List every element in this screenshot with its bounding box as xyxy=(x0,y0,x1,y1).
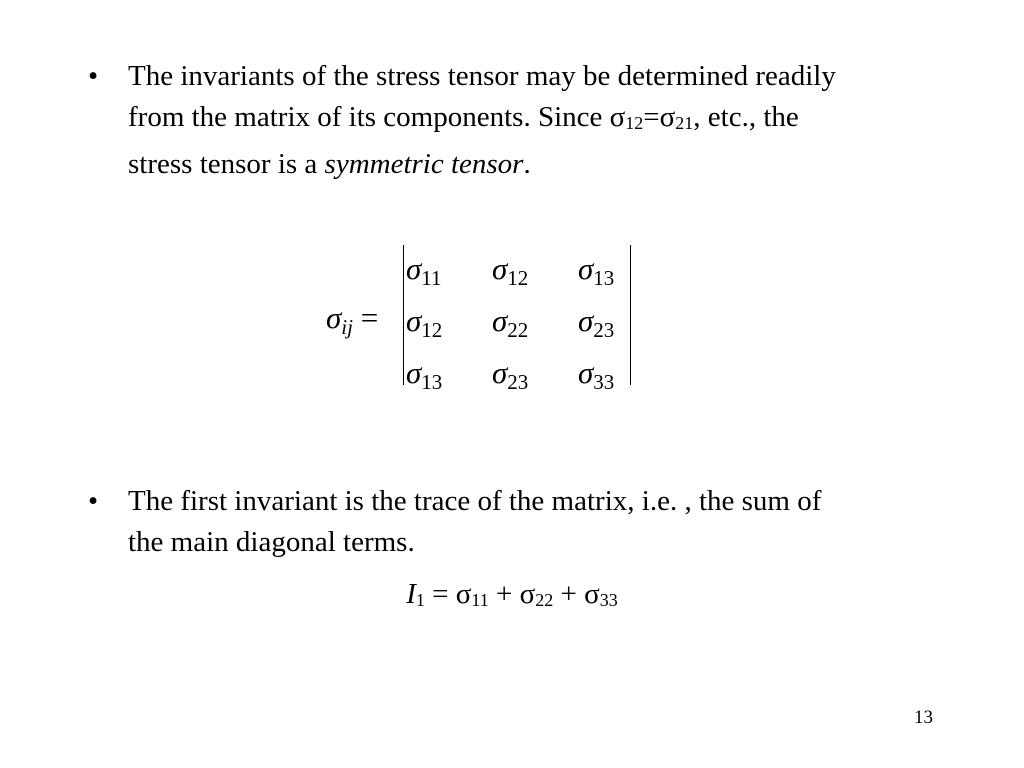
sigma-symbol: σ xyxy=(406,251,422,286)
bullet-text xyxy=(128,56,988,185)
matrix-cell xyxy=(492,355,528,395)
text-run: , etc., the xyxy=(693,101,799,133)
sigma-symbol: σ xyxy=(578,355,594,390)
invariant-symbol: I xyxy=(406,578,416,610)
text-run: stress tensor is a xyxy=(128,148,325,180)
bullet-first-invariant xyxy=(88,481,988,563)
subscript: 33 xyxy=(593,370,615,394)
bullet-marker: • xyxy=(88,60,99,92)
matrix-cell xyxy=(578,303,614,343)
sigma-symbol: σ xyxy=(406,303,422,338)
subscript: 23 xyxy=(507,370,529,394)
sigma-symbol: σ xyxy=(455,578,472,610)
sigma-symbol: σ xyxy=(609,101,626,133)
matrix-cell xyxy=(406,251,442,291)
bullet-line: the main diagonal terms. xyxy=(128,526,415,558)
sigma-symbol: σ xyxy=(584,578,600,610)
plus-sign: + xyxy=(560,578,577,610)
subscript: 21 xyxy=(675,113,694,133)
sigma-symbol: σ xyxy=(492,355,508,390)
equals-sign: = xyxy=(360,300,379,335)
subscript: 12 xyxy=(507,266,529,290)
sigma-symbol: σ xyxy=(326,300,342,335)
subscript: 11 xyxy=(421,266,442,290)
bullet-line: The invariants of the stress tensor may be determined readily xyxy=(128,60,836,92)
bullet-marker: • xyxy=(88,485,99,517)
subscript: 33 xyxy=(599,590,618,610)
bullet-line: The first invariant is the trace of the matrix, i.e. , the sum of xyxy=(128,485,822,517)
bullet-line xyxy=(128,97,988,144)
bullet-text xyxy=(128,481,988,563)
matrix-cell xyxy=(578,355,614,395)
equals-sign: = xyxy=(432,578,449,610)
subscript: 12 xyxy=(625,113,644,133)
subscript: 23 xyxy=(593,318,615,342)
sigma-symbol: σ xyxy=(578,251,594,286)
subscript: 11 xyxy=(471,590,489,610)
subscript: 13 xyxy=(421,370,443,394)
subscript: 22 xyxy=(507,318,529,342)
sigma-symbol: σ xyxy=(406,355,422,390)
text-run: . xyxy=(523,148,531,180)
text-run: from the matrix of its components. Since xyxy=(128,101,610,133)
plus-sign: + xyxy=(496,578,513,610)
subscript: 13 xyxy=(593,266,615,290)
matrix-cell xyxy=(406,355,442,395)
bullet-line xyxy=(128,144,988,185)
sigma-symbol: σ xyxy=(659,101,676,133)
sigma-symbol: σ xyxy=(492,251,508,286)
matrix-cell xyxy=(578,251,614,291)
subscript: ij xyxy=(341,315,353,339)
sigma-symbol: σ xyxy=(492,303,508,338)
bullet-invariants xyxy=(88,56,988,185)
equals-sign: = xyxy=(643,101,660,133)
matrix-cell xyxy=(492,251,528,291)
matrix-cell xyxy=(492,303,528,343)
sigma-symbol: σ xyxy=(519,578,536,610)
first-invariant-equation xyxy=(0,578,1024,611)
emphasis-text: symmetric tensor xyxy=(324,148,524,180)
stress-tensor-matrix xyxy=(403,245,631,394)
matrix-cell xyxy=(406,303,442,343)
subscript: 22 xyxy=(535,590,554,610)
subscript: 1 xyxy=(415,590,425,610)
page-number: 13 xyxy=(914,707,933,728)
matrix-lhs xyxy=(326,300,378,340)
subscript: 12 xyxy=(421,318,443,342)
sigma-symbol: σ xyxy=(578,303,594,338)
